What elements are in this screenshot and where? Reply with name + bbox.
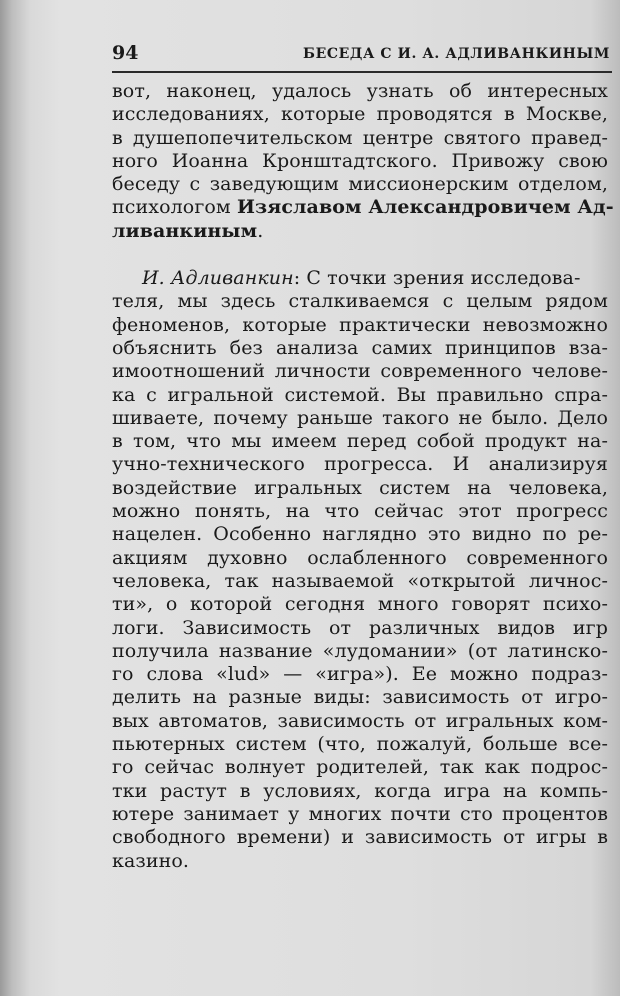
text-line: казино. (112, 849, 190, 872)
text-line: ютере занимает у многих почти сто процентов (112, 802, 608, 825)
intro-paragraph (112, 80, 614, 243)
text-line (112, 267, 608, 290)
text-line: воздействие игральных систем на человека, (112, 476, 608, 499)
text-line: пьютерных систем (что, пожалуй, больше все- (112, 733, 608, 756)
text-line (112, 220, 608, 243)
text-line: акциям духовно ослабленного современного (112, 546, 608, 569)
text-line: тки растут в условиях, когда игра на компь- (112, 779, 608, 802)
text-line: ного Иоанна Кронштадтского. Привожу свою (112, 149, 608, 172)
text-line: исследованиях, которые проводятся в Москве, (112, 103, 608, 126)
text-line: человека, так называемой «открытой личнос- (112, 569, 608, 592)
text-line: беседу с заведующим миссионерским отделом, (112, 173, 608, 196)
text-line: получила название «лудомании» (от латинско- (112, 639, 608, 662)
text-line: объяснить без анализа самих принципов вза- (112, 336, 608, 359)
text-line: ти», о которой сегодня много говорят психо- (112, 593, 608, 616)
text-line: вых автоматов, зависимость от игральных ком- (112, 709, 608, 732)
text-line: го сейчас волнует родителей, так как подрос- (112, 756, 608, 779)
text-line: имоотношений личности современного челове- (112, 360, 608, 383)
running-title: БЕСЕДА С И. А. АДЛИВАНКИНЫМ (303, 46, 610, 62)
text-line: го слова «lud» — «игра»). Ее можно подраз- (112, 663, 608, 686)
text-run: психологом (112, 196, 237, 219)
text-line: шиваете, почему раньше такого не было. Дело (112, 406, 608, 429)
text-line: делить на разные виды: зависимость от игро- (112, 686, 608, 709)
text-line: ка с игральной системой. Вы правильно спра- (112, 383, 608, 406)
interviewee-name: Изяславом Александровичем Ад- (236, 196, 614, 219)
text-line: свободного времени) и зависимость от игры в (112, 826, 608, 849)
text-line: в том, что мы имеем перед собой продукт на- (112, 430, 608, 453)
speaker-name: И. Адливанкин (142, 267, 294, 290)
text-line: вот, наконец, удалось узнать об интересных (112, 80, 608, 102)
text-line: нацелен. Особенно наглядно это видно по ре- (112, 523, 608, 546)
text-line (112, 196, 614, 219)
text-line: учно-технического прогресса. И анализируя (112, 453, 608, 476)
paragraph-gap (112, 243, 608, 267)
page-header (112, 40, 612, 70)
text-line: феноменов, которые практически невозможно (112, 313, 608, 336)
header-rule (112, 71, 612, 73)
body-text (112, 80, 614, 873)
text-run: . (257, 219, 264, 242)
text-line: теля, мы здесь сталкиваемся с целым рядом (112, 290, 608, 313)
page-number: 94 (112, 42, 139, 64)
text-run: : С точки зрения исследова- (293, 267, 581, 290)
text-line: можно понять, на что сейчас этот прогресс (112, 500, 608, 523)
interviewee-name-end: ливанкиным (112, 219, 258, 242)
answer-paragraph (112, 267, 608, 873)
text-line: в душепопечительском центре святого правед- (112, 126, 608, 149)
text-line: логи. Зависимость от различных видов игр (112, 616, 608, 639)
